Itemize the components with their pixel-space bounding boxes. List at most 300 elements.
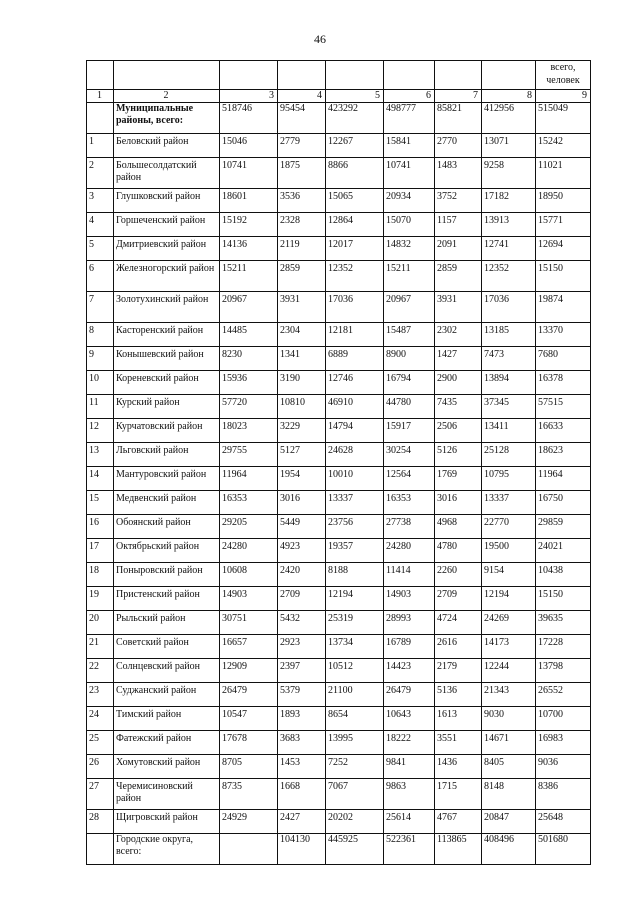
header-cell [87, 61, 114, 90]
row-value: 10741 [384, 158, 435, 189]
row-value: 8230 [220, 347, 278, 371]
header-cell [482, 61, 536, 90]
row-value: 15211 [384, 261, 435, 292]
table-row [87, 635, 591, 659]
page-number: 46 [314, 32, 326, 46]
row-value: 8188 [326, 563, 384, 587]
row-value: 8405 [482, 755, 536, 779]
column-number: 6 [384, 90, 435, 103]
summary-value: 412956 [482, 103, 536, 134]
table-row [87, 292, 591, 323]
row-value: 5432 [278, 611, 326, 635]
row-value: 10795 [482, 467, 536, 491]
header-cell [435, 61, 482, 90]
row-value: 2420 [278, 563, 326, 587]
row-index: 3 [87, 189, 114, 213]
row-value: 6889 [326, 347, 384, 371]
district-name: Фатежский район [114, 731, 220, 755]
row-value: 19500 [482, 539, 536, 563]
row-value: 5127 [278, 443, 326, 467]
table-row [87, 491, 591, 515]
row-value: 15917 [384, 419, 435, 443]
table-row [87, 779, 591, 810]
row-value: 24021 [536, 539, 591, 563]
row-value: 1893 [278, 707, 326, 731]
row-value: 13798 [536, 659, 591, 683]
table-row [87, 539, 591, 563]
row-value: 13337 [482, 491, 536, 515]
row-value: 13370 [536, 323, 591, 347]
district-name: Дмитриевский район [114, 237, 220, 261]
row-value: 11021 [536, 158, 591, 189]
row-value: 29205 [220, 515, 278, 539]
row-value: 7680 [536, 347, 591, 371]
row-value: 25614 [384, 810, 435, 834]
row-value: 18601 [220, 189, 278, 213]
row-value: 15242 [536, 134, 591, 158]
row-value: 19357 [326, 539, 384, 563]
footer-value [220, 834, 278, 865]
row-value: 1668 [278, 779, 326, 810]
row-index: 17 [87, 539, 114, 563]
row-value: 5449 [278, 515, 326, 539]
summary-value: 515049 [536, 103, 591, 134]
row-value: 13913 [482, 213, 536, 237]
row-value: 2770 [435, 134, 482, 158]
row-value: 22770 [482, 515, 536, 539]
row-value: 12352 [482, 261, 536, 292]
row-value: 2179 [435, 659, 482, 683]
row-value: 8866 [326, 158, 384, 189]
row-value: 20202 [326, 810, 384, 834]
row-value: 1875 [278, 158, 326, 189]
row-value: 7252 [326, 755, 384, 779]
table-row [87, 707, 591, 731]
column-number: 3 [220, 90, 278, 103]
row-value: 17036 [482, 292, 536, 323]
district-name: Золотухинский район [114, 292, 220, 323]
population-table [86, 60, 591, 865]
row-value: 4780 [435, 539, 482, 563]
table-row [87, 683, 591, 707]
row-value: 3752 [435, 189, 482, 213]
row-index: 18 [87, 563, 114, 587]
district-name: Большесолдатский район [114, 158, 220, 189]
row-value: 26479 [384, 683, 435, 707]
row-value: 37345 [482, 395, 536, 419]
row-value: 3190 [278, 371, 326, 395]
row-value: 1427 [435, 347, 482, 371]
column-number: 7 [435, 90, 482, 103]
row-index: 14 [87, 467, 114, 491]
row-value: 8735 [220, 779, 278, 810]
row-value: 9030 [482, 707, 536, 731]
row-value: 2091 [435, 237, 482, 261]
row-value: 2328 [278, 213, 326, 237]
row-value: 15841 [384, 134, 435, 158]
header-unit-cell [536, 61, 591, 90]
table-row [87, 134, 591, 158]
row-value: 15150 [536, 587, 591, 611]
row-value: 3229 [278, 419, 326, 443]
footer-value: 522361 [384, 834, 435, 865]
row-value: 10438 [536, 563, 591, 587]
row-value: 13995 [326, 731, 384, 755]
district-name: Тимский район [114, 707, 220, 731]
row-index: 27 [87, 779, 114, 810]
row-index: 11 [87, 395, 114, 419]
row-value: 9258 [482, 158, 536, 189]
row-value: 15070 [384, 213, 435, 237]
row-value: 8900 [384, 347, 435, 371]
district-name: Хомутовский район [114, 755, 220, 779]
row-value: 15936 [220, 371, 278, 395]
row-value: 16378 [536, 371, 591, 395]
row-value: 15065 [326, 189, 384, 213]
row-value: 2260 [435, 563, 482, 587]
row-value: 14903 [384, 587, 435, 611]
row-index: 20 [87, 611, 114, 635]
table-row [87, 467, 591, 491]
row-value: 25128 [482, 443, 536, 467]
table-row [87, 755, 591, 779]
row-value: 16633 [536, 419, 591, 443]
row-value: 1436 [435, 755, 482, 779]
row-index: 1 [87, 134, 114, 158]
row-value: 20967 [384, 292, 435, 323]
row-value: 17182 [482, 189, 536, 213]
header-cell [326, 61, 384, 90]
row-value: 12864 [326, 213, 384, 237]
district-name: Солнцевский район [114, 659, 220, 683]
row-value: 9863 [384, 779, 435, 810]
table-row [87, 237, 591, 261]
row-value: 2302 [435, 323, 482, 347]
row-value: 13337 [326, 491, 384, 515]
row-value: 4923 [278, 539, 326, 563]
row-value: 57515 [536, 395, 591, 419]
row-value: 8705 [220, 755, 278, 779]
row-value: 16353 [220, 491, 278, 515]
footer-value: 445925 [326, 834, 384, 865]
district-name: Черемисиновский район [114, 779, 220, 810]
row-value: 12267 [326, 134, 384, 158]
row-value: 19874 [536, 292, 591, 323]
summary-value: 95454 [278, 103, 326, 134]
row-value: 21100 [326, 683, 384, 707]
row-value: 14794 [326, 419, 384, 443]
row-index: 5 [87, 237, 114, 261]
row-value: 24628 [326, 443, 384, 467]
district-name: Курский район [114, 395, 220, 419]
row-value: 15211 [220, 261, 278, 292]
district-name: Конышевский район [114, 347, 220, 371]
table-row [87, 395, 591, 419]
table-row [87, 261, 591, 292]
row-value: 11964 [536, 467, 591, 491]
footer-value: 113865 [435, 834, 482, 865]
district-name: Касторенский район [114, 323, 220, 347]
table-row [87, 587, 591, 611]
row-value: 10010 [326, 467, 384, 491]
row-value: 10643 [384, 707, 435, 731]
header-cell [220, 61, 278, 90]
row-value: 12746 [326, 371, 384, 395]
row-value: 14903 [220, 587, 278, 611]
row-value: 20847 [482, 810, 536, 834]
footer-row [87, 834, 591, 865]
row-value: 1453 [278, 755, 326, 779]
row-index: 4 [87, 213, 114, 237]
district-name: Льговский район [114, 443, 220, 467]
table-row [87, 515, 591, 539]
column-number: 1 [87, 90, 114, 103]
district-name: Мантуровский район [114, 467, 220, 491]
row-value: 24280 [220, 539, 278, 563]
summary-name: Муниципальные районы, всего: [114, 103, 220, 134]
row-value: 26479 [220, 683, 278, 707]
row-value: 7067 [326, 779, 384, 810]
column-number-row [87, 90, 591, 103]
row-value: 1483 [435, 158, 482, 189]
column-number: 2 [114, 90, 220, 103]
summary-index-cell [87, 103, 114, 134]
row-value: 2709 [435, 587, 482, 611]
row-value: 17678 [220, 731, 278, 755]
row-value: 3683 [278, 731, 326, 755]
row-value: 29859 [536, 515, 591, 539]
row-value: 24929 [220, 810, 278, 834]
row-value: 4767 [435, 810, 482, 834]
row-index: 25 [87, 731, 114, 755]
column-number: 9 [536, 90, 591, 103]
row-value: 4968 [435, 515, 482, 539]
row-index: 16 [87, 515, 114, 539]
row-value: 16789 [384, 635, 435, 659]
footer-index-cell [87, 834, 114, 865]
row-value: 7435 [435, 395, 482, 419]
row-value: 12694 [536, 237, 591, 261]
row-value: 3551 [435, 731, 482, 755]
table-row [87, 323, 591, 347]
header-cell [278, 61, 326, 90]
row-value: 46910 [326, 395, 384, 419]
row-value: 2427 [278, 810, 326, 834]
row-value: 8654 [326, 707, 384, 731]
row-value: 17228 [536, 635, 591, 659]
row-value: 24280 [384, 539, 435, 563]
row-value: 9036 [536, 755, 591, 779]
row-value: 3931 [278, 292, 326, 323]
row-value: 5136 [435, 683, 482, 707]
row-value: 10547 [220, 707, 278, 731]
row-value: 2119 [278, 237, 326, 261]
row-value: 12181 [326, 323, 384, 347]
header-cell [114, 61, 220, 90]
row-value: 16794 [384, 371, 435, 395]
row-value: 10512 [326, 659, 384, 683]
row-value: 2859 [278, 261, 326, 292]
table-row [87, 371, 591, 395]
row-index: 21 [87, 635, 114, 659]
row-value: 2900 [435, 371, 482, 395]
row-value: 2923 [278, 635, 326, 659]
row-value: 1715 [435, 779, 482, 810]
row-value: 20967 [220, 292, 278, 323]
row-value: 10810 [278, 395, 326, 419]
row-value: 10608 [220, 563, 278, 587]
row-value: 1769 [435, 467, 482, 491]
row-value: 15150 [536, 261, 591, 292]
row-value: 57720 [220, 395, 278, 419]
row-value: 14832 [384, 237, 435, 261]
row-value: 12194 [326, 587, 384, 611]
row-index: 8 [87, 323, 114, 347]
row-value: 12909 [220, 659, 278, 683]
row-value: 2779 [278, 134, 326, 158]
district-name: Октябрьский район [114, 539, 220, 563]
row-value: 12194 [482, 587, 536, 611]
row-value: 39635 [536, 611, 591, 635]
district-name: Рыльский район [114, 611, 220, 635]
table-row [87, 611, 591, 635]
row-value: 8148 [482, 779, 536, 810]
row-value: 18222 [384, 731, 435, 755]
row-value: 2397 [278, 659, 326, 683]
footer-value: 104130 [278, 834, 326, 865]
row-value: 9841 [384, 755, 435, 779]
footer-value: 501680 [536, 834, 591, 865]
district-name: Беловский район [114, 134, 220, 158]
row-value: 29755 [220, 443, 278, 467]
row-value: 25319 [326, 611, 384, 635]
row-value: 1157 [435, 213, 482, 237]
row-value: 12244 [482, 659, 536, 683]
row-value: 7473 [482, 347, 536, 371]
row-index: 22 [87, 659, 114, 683]
row-value: 23756 [326, 515, 384, 539]
row-value: 3931 [435, 292, 482, 323]
row-value: 1341 [278, 347, 326, 371]
row-value: 26552 [536, 683, 591, 707]
row-value: 10741 [220, 158, 278, 189]
district-name: Глушковский район [114, 189, 220, 213]
table-row [87, 419, 591, 443]
row-value: 16983 [536, 731, 591, 755]
row-value: 13411 [482, 419, 536, 443]
row-value: 15487 [384, 323, 435, 347]
row-value: 14671 [482, 731, 536, 755]
row-value: 25648 [536, 810, 591, 834]
row-value: 12352 [326, 261, 384, 292]
table-row [87, 563, 591, 587]
row-value: 11414 [384, 563, 435, 587]
unit-label-line2: человек [546, 75, 580, 86]
row-value: 13071 [482, 134, 536, 158]
district-name: Медвенский район [114, 491, 220, 515]
row-value: 3536 [278, 189, 326, 213]
table-row [87, 443, 591, 467]
row-value: 4724 [435, 611, 482, 635]
row-index: 9 [87, 347, 114, 371]
row-value: 16750 [536, 491, 591, 515]
row-value: 2616 [435, 635, 482, 659]
district-name: Поныровский район [114, 563, 220, 587]
row-value: 21343 [482, 683, 536, 707]
summary-value: 85821 [435, 103, 482, 134]
district-name: Советский район [114, 635, 220, 659]
row-value: 1613 [435, 707, 482, 731]
district-name: Щигровский район [114, 810, 220, 834]
table-row [87, 213, 591, 237]
row-value: 18023 [220, 419, 278, 443]
row-value: 15771 [536, 213, 591, 237]
row-value: 12741 [482, 237, 536, 261]
row-value: 11964 [220, 467, 278, 491]
row-index: 10 [87, 371, 114, 395]
row-value: 14423 [384, 659, 435, 683]
summary-value: 423292 [326, 103, 384, 134]
row-value: 12017 [326, 237, 384, 261]
district-name: Суджанский район [114, 683, 220, 707]
row-index: 19 [87, 587, 114, 611]
row-index: 26 [87, 755, 114, 779]
header-row [87, 61, 591, 90]
column-number: 5 [326, 90, 384, 103]
row-value: 2506 [435, 419, 482, 443]
row-value: 15192 [220, 213, 278, 237]
row-value: 24269 [482, 611, 536, 635]
table-row [87, 347, 591, 371]
column-number: 8 [482, 90, 536, 103]
footer-name: Городские округа, всего: [114, 834, 220, 865]
header-cell [384, 61, 435, 90]
district-name: Горшеченский район [114, 213, 220, 237]
row-value: 5126 [435, 443, 482, 467]
row-value: 17036 [326, 292, 384, 323]
row-value: 18623 [536, 443, 591, 467]
row-value: 14485 [220, 323, 278, 347]
table-row [87, 189, 591, 213]
district-name: Кореневский район [114, 371, 220, 395]
row-value: 16353 [384, 491, 435, 515]
row-value: 13734 [326, 635, 384, 659]
footer-value: 408496 [482, 834, 536, 865]
row-index: 24 [87, 707, 114, 731]
row-value: 28993 [384, 611, 435, 635]
row-value: 14173 [482, 635, 536, 659]
row-index: 6 [87, 261, 114, 292]
row-value: 15046 [220, 134, 278, 158]
district-name: Курчатовский район [114, 419, 220, 443]
summary-value: 518746 [220, 103, 278, 134]
row-index: 13 [87, 443, 114, 467]
row-value: 2859 [435, 261, 482, 292]
summary-value: 498777 [384, 103, 435, 134]
row-value: 10700 [536, 707, 591, 731]
row-value: 9154 [482, 563, 536, 587]
row-value: 3016 [278, 491, 326, 515]
row-value: 16657 [220, 635, 278, 659]
row-value: 13185 [482, 323, 536, 347]
table-row [87, 659, 591, 683]
row-value: 30254 [384, 443, 435, 467]
row-value: 2709 [278, 587, 326, 611]
row-value: 8386 [536, 779, 591, 810]
row-index: 15 [87, 491, 114, 515]
row-index: 7 [87, 292, 114, 323]
row-value: 1954 [278, 467, 326, 491]
